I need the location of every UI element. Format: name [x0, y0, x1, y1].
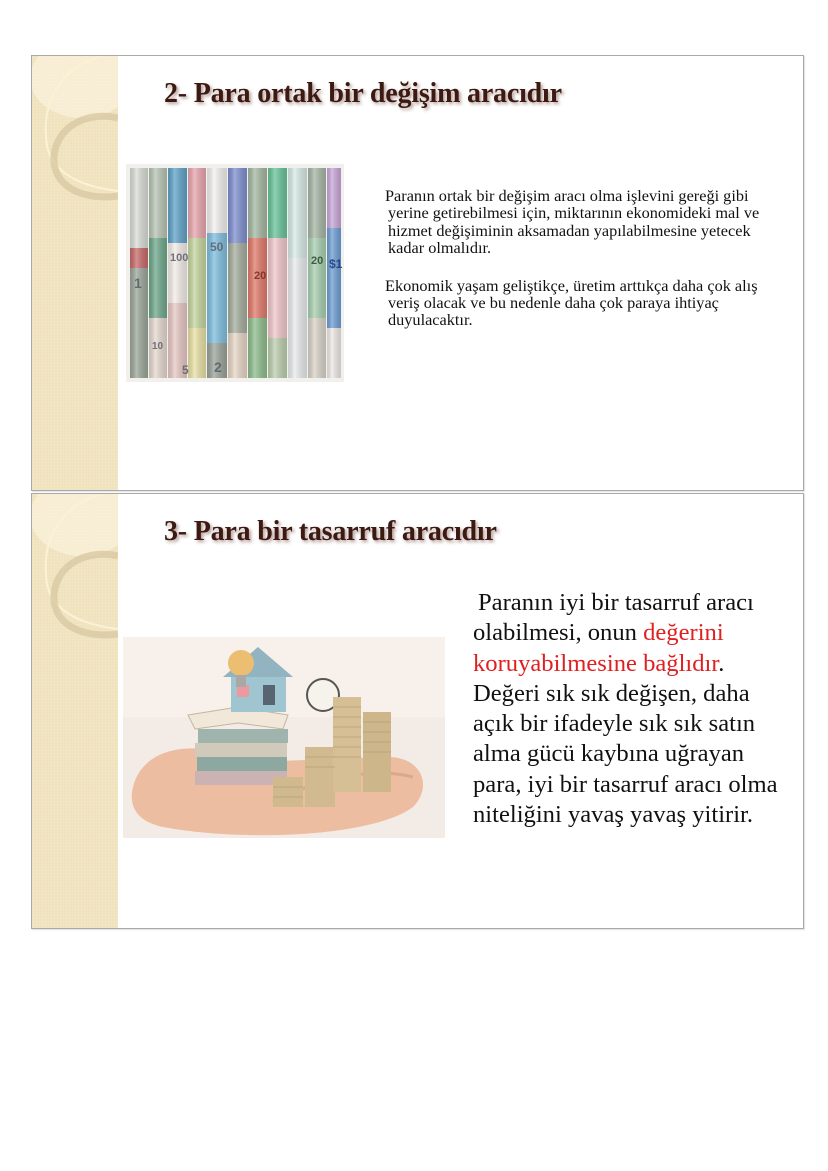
paragraph: Ekonomik yaşam geliştikçe, üretim arttıkça daha çok alış veriş olacak ve bu nedenle daha çok paraya ihtiyaç duyulacaktır. [385, 275, 758, 330]
hands-holding-savings-image [123, 637, 445, 838]
slide-title: 2- Para ortak bir değişim aracıdır [164, 78, 562, 109]
rolled-banknotes-image [126, 164, 344, 382]
decorative-swirl-icon [32, 56, 118, 490]
slide-savings-tool [31, 493, 804, 929]
paragraph [473, 588, 793, 830]
decorative-side-band [32, 494, 118, 928]
svg-text:$1: $1 [329, 257, 343, 271]
decorative-side-band [32, 56, 118, 490]
slide-title: 3- Para bir tasarruf aracıdır [164, 516, 497, 547]
slide-body-text [384, 187, 779, 329]
slide-exchange-medium [31, 55, 804, 491]
paragraph: Paranın ortak bir değişim aracı olma işlevini gereği gibi yerine getirebilmesi için, miktarının ekonomideki mal ve hizmet değişiminin aksamadan yapılabilmesine yetecek kadar olmalıdır. [385, 186, 760, 258]
svg-text:5: 5 [182, 363, 189, 377]
svg-text:10: 10 [152, 341, 164, 352]
svg-text:100: 100 [170, 252, 189, 264]
svg-text:1: 1 [134, 275, 142, 291]
savings-illustration-icon [123, 637, 445, 838]
svg-text:20: 20 [311, 255, 324, 267]
svg-text:50: 50 [210, 240, 224, 254]
text-segment: Paranın iyi bir tasarruf aracı olabilmesi, onun [473, 589, 754, 647]
svg-text:2: 2 [214, 359, 222, 375]
svg-text:20: 20 [254, 270, 267, 282]
text-segment: . Değeri sık sık değişen, daha açık bir ifadeyle sık sık satın alma gücü kaybına uğrayan para, iyi bir tasarruf aracı olma niteliğini yavaş yavaş yitirir. [473, 649, 778, 829]
decorative-swirl-icon [32, 494, 118, 928]
banknotes-icon [126, 164, 344, 382]
slide-body-text [473, 588, 793, 830]
highlighted-text: değerini koruyabilmesine bağlıdır [473, 619, 724, 677]
